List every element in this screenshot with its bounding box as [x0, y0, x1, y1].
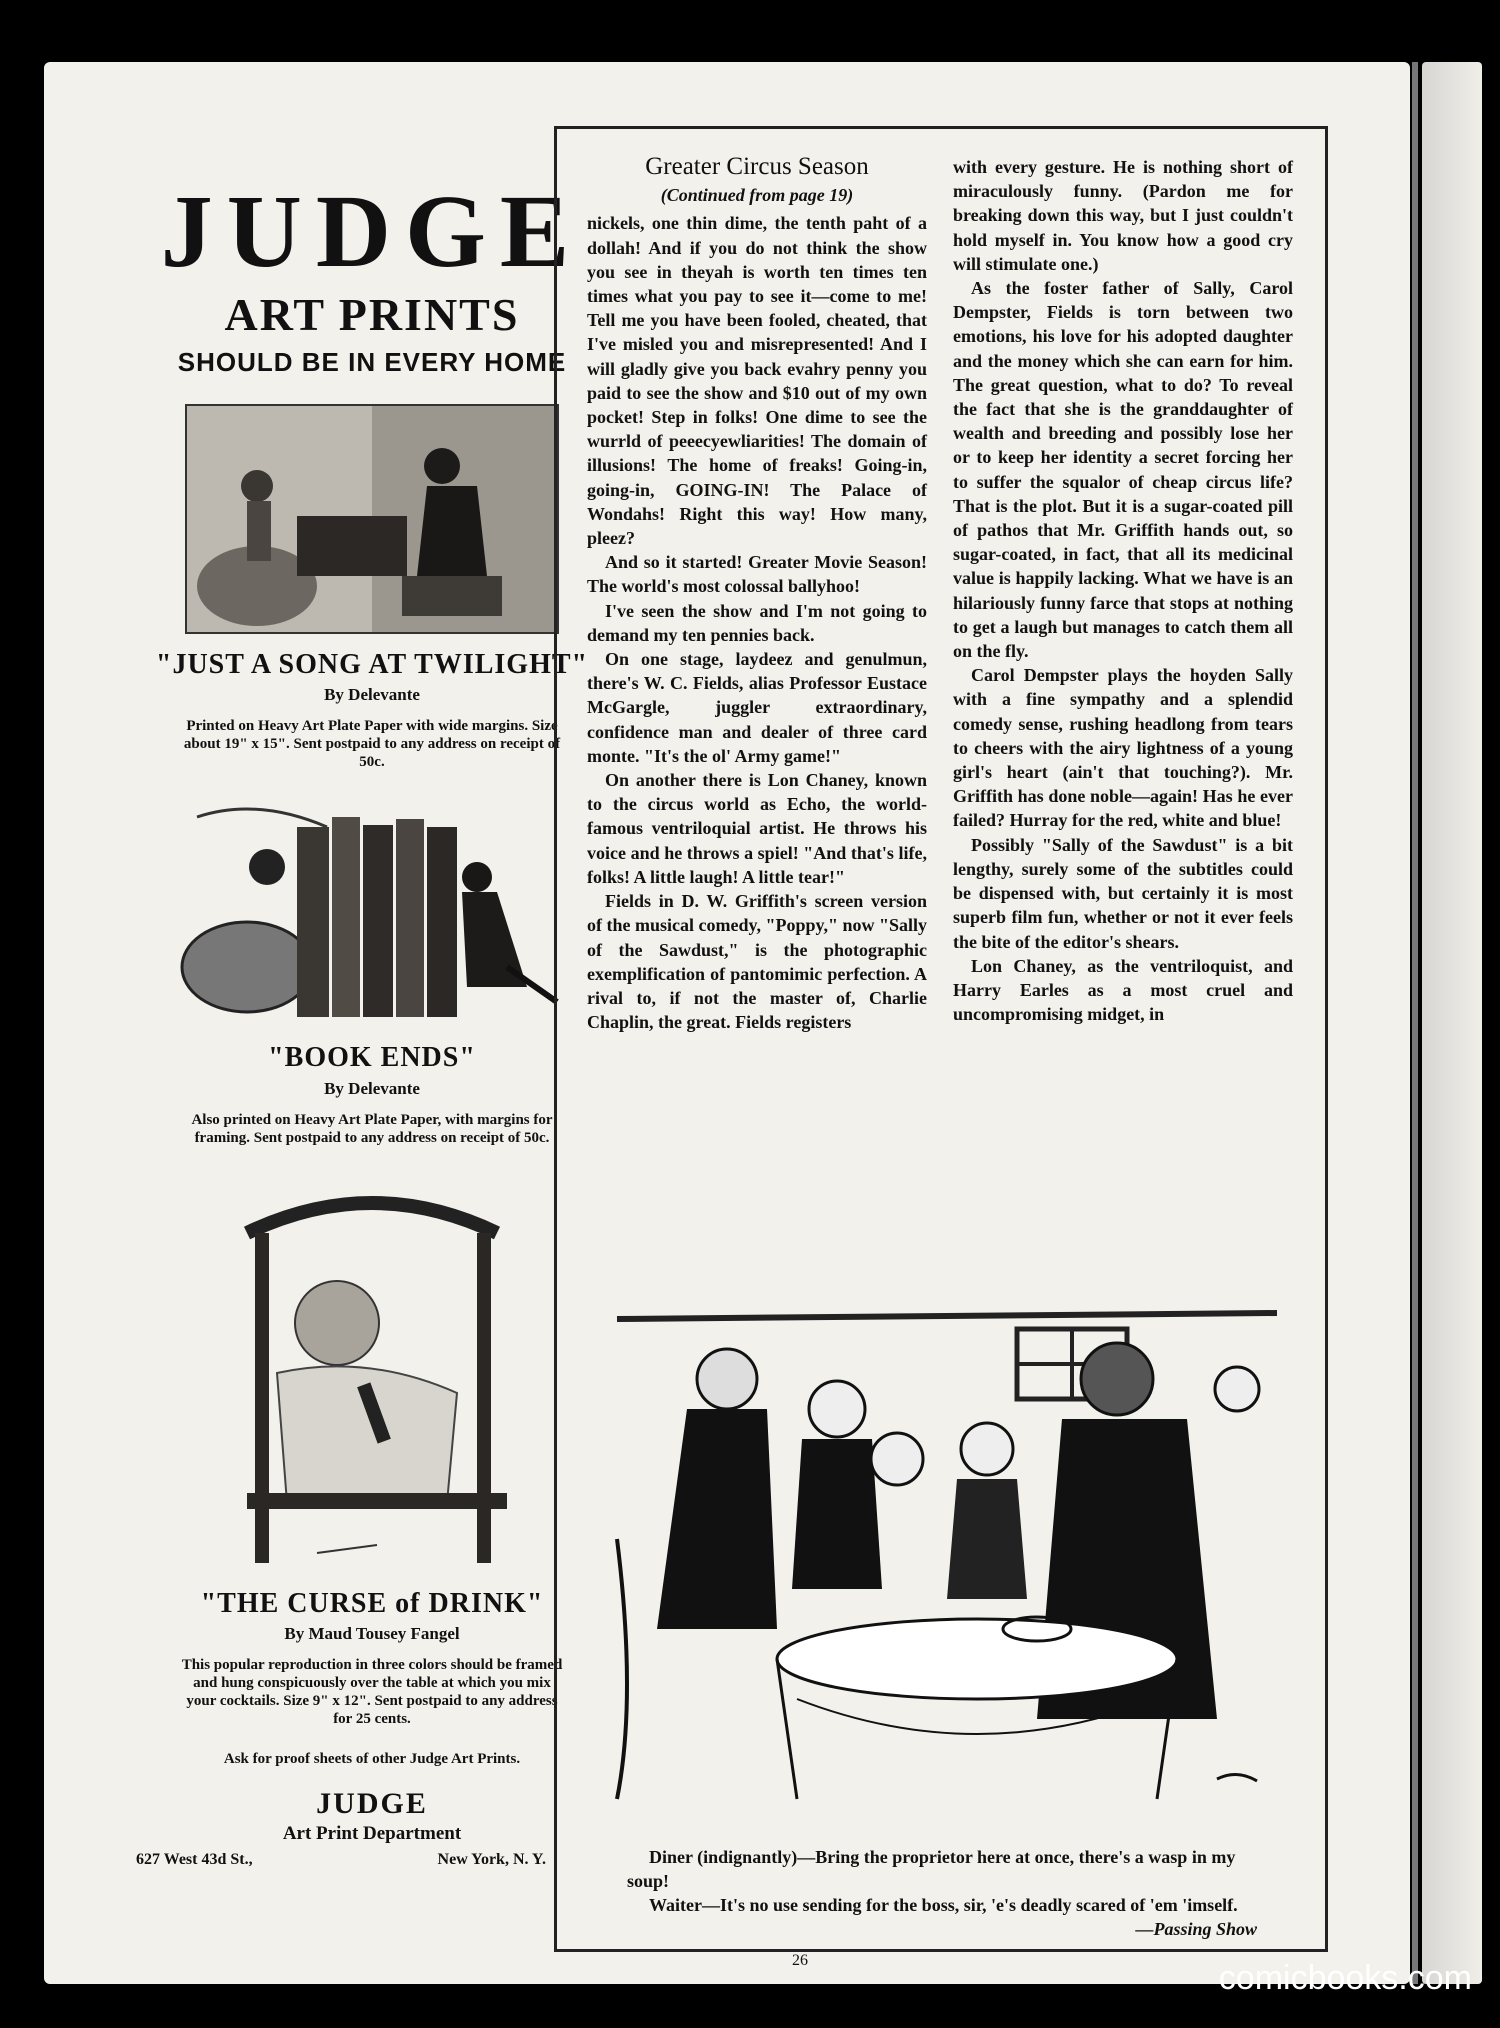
paragraph: On another there is Lon Chaney, known to the circus world as Echo, the world-famous ventriloquial artist. He throws his voice and he throws a spiel! "And that's life, folks! A little laugh! A little tear!" — [587, 770, 927, 887]
print-title: "JUST A SONG AT TWILIGHT" — [155, 649, 589, 680]
city-address: New York, N. Y. — [437, 1850, 546, 1868]
street-address: 627 West 43d St., — [136, 1850, 253, 1868]
twilight-print-image — [185, 404, 559, 634]
page-number: 26 — [792, 1952, 808, 1969]
watermark: comicbooks.com — [1218, 1959, 1472, 1997]
print-description: Also printed on Heavy Art Plate Paper, with margins for framing. Sent postpaid to any address on receipt of 50c. — [191, 1111, 553, 1146]
book-ends-print-image — [177, 797, 567, 1027]
article-box — [554, 126, 1328, 1952]
print-title: "BOOK ENDS" — [268, 1042, 476, 1074]
article-column-2 — [953, 155, 1293, 1026]
dept-brand: JUDGE — [316, 1786, 428, 1820]
proof-sheets-note: Ask for proof sheets of other Judge Art Prints. — [223, 1751, 521, 1768]
paragraph: nickels, one thin dime, the tenth paht of a dollah! And if you do not think the show you see in theyah is worth ten times ten times what you pay to see it—come to me! Tell me you have been fooled, cheated, that I've misled you and misrepresented! And I will gladly give you back evahry penny you paid to see the show and $10 out of my own pocket! Step in folks! One dime to see the wurrld of peeecyewliarities! The domain of illusions! The home of freaks! Going-in, going-in, GOING-IN! The Palace of Wondahs! Right this way! How many, pleez? — [587, 213, 927, 549]
page-gutter — [1412, 62, 1418, 1984]
print-artist: By Delevante — [324, 1078, 420, 1098]
print-title: "THE CURSE of DRINK" — [200, 1587, 544, 1619]
continued-note: (Continued from page 19) — [660, 185, 854, 206]
ad-headline: ART PRINTS — [224, 289, 520, 340]
caption-line-diner: Diner (indignantly)—Bring the proprietor here at once, there's a wasp in my soup! — [627, 1847, 1236, 1891]
ad-tagline: SHOULD BE IN EVERY HOME — [177, 347, 567, 377]
paragraph: Lon Chaney, as the ventriloquist, and Harry Earles as a most cruel and uncompromising midget, in — [953, 955, 1293, 1025]
dept-name: Art Print Department — [282, 1822, 462, 1844]
art-prints-advertisement — [136, 122, 600, 1869]
article-column-1 — [587, 155, 927, 1034]
paragraph: Fields in D. W. Griffith's screen version of the musical comedy, "Poppy," now "Sally of the Sawdust," is the photographic exemplification of pantomimic perfection. A rival to, if not the master of, Charlie Chaplin, the great. Fields registers — [587, 891, 928, 1033]
next-page-edge — [1422, 62, 1482, 1984]
curse-of-drink-print-image — [207, 1173, 537, 1573]
paragraph: And so it started! Greater Movie Season! The world's most colossal ballyhoo! — [587, 552, 927, 597]
ad-brand: JUDGE — [160, 174, 584, 289]
print-description: This popular reproduction in three colors should be framed and hung conspicuously over the table at which you mix your cocktails. Size 9" x 12". Sent postpaid to any address for 25 cents. — [181, 1657, 563, 1728]
address-line — [136, 1851, 546, 1869]
caption-line-waiter: Waiter—It's no use sending for the boss, sir, 'e's deadly scared of 'em 'imself. — [649, 1895, 1238, 1915]
caption-credit: —Passing Show — [1135, 1919, 1257, 1939]
cartoon-caption — [627, 1845, 1257, 1941]
print-artist: By Maud Tousey Fangel — [284, 1624, 460, 1644]
restaurant-cartoon-illustration — [597, 1299, 1287, 1809]
paragraph: I've seen the show and I'm not going to demand my ten pennies back. — [587, 600, 927, 645]
print-description: Printed on Heavy Art Plate Paper with wide margins. Size about 19" x 15". Sent postpaid to any address on receipt of 50c. — [183, 718, 561, 771]
paragraph: Carol Dempster plays the hoyden Sally with a fine sympathy and a splendid comedy sense, rushing headlong from tears to cheers with the airy lightness of a young girl's heart (ain't that touching?). Mr. Griffith has done noble—again! Has he ever failed? Hurray for the red, white and blue! — [953, 665, 1293, 831]
article-title: Greater Circus Season — [645, 153, 869, 180]
paragraph: As the foster father of Sally, Carol Dempster, Fields is torn between two emotions, his love for his adopted daughter and the money which she can earn for him. The great question, what to do? To reveal the fact that she is the granddaughter of wealth and breeding and possibly lose her or to keep her identity a secret forcing her to suffer the squalor of cheap circus life? That is the plot. But it is a sugar-coated pill of pathos that Mr. Griffith hands out, so sugar-coated, in fact, that all its medicinal value is happily lacking. What we have is an hilariously funny farce that stops at nothing to get a laugh but manages to catch them all on the fly. — [953, 278, 1293, 662]
paragraph: with every gesture. He is nothing short of miraculously funny. (Pardon me for breaking down this way, but I just couldn't hold myself in. You know how a good cry will stimulate one.) — [953, 157, 1293, 274]
paragraph: On one stage, laydeez and genulmun, there's W. C. Fields, alias Professor Eustace McGargle, juggler extraordinary, confidence man and dealer of three card monte. "It's the ol' Army game!" — [587, 649, 927, 766]
magazine-page — [44, 62, 1410, 1984]
print-artist: By Delevante — [324, 685, 420, 705]
paragraph: Possibly "Sally of the Sawdust" is a bit lengthy, surely some of the subtitles could be dispensed with, but certainly it is most superb film fun, whether or not it ever feels the bite of the editor's shears. — [953, 834, 1293, 952]
